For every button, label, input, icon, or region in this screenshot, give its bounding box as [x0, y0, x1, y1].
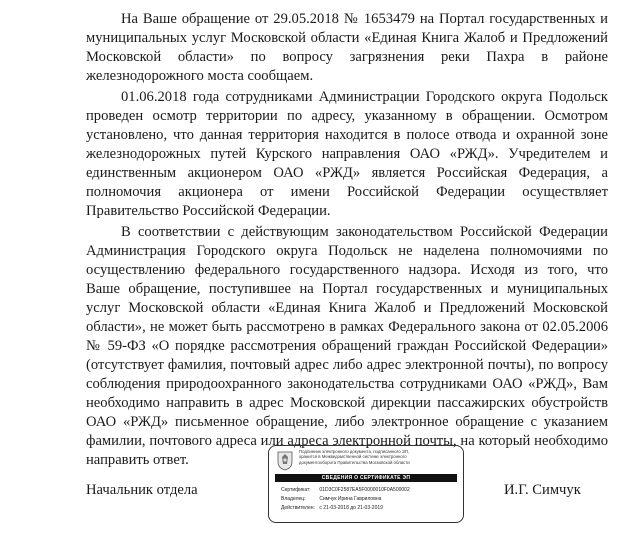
stamp-valid-row: [281, 504, 410, 513]
paragraph-3-line: соблюдения природоохранного законодательства сотрудниками ОАО «РЖД», Вам: [86, 376, 608, 392]
owner-label: Владелец:: [281, 496, 306, 502]
paragraph-3-line: направить ответ.: [86, 452, 189, 468]
paragraph-2-line: установлено, что данная территория находится в полосе отвода и охранной зоне: [86, 127, 608, 143]
paragraph-1-line: Московской области» по вопросу загрязнения реки Пахра в районе: [86, 49, 608, 65]
electronic-signature-stamp: [268, 445, 464, 523]
paragraph-3-line: области», не может быть рассмотрено в рамках Федерального закона от 02.05.2006: [86, 319, 608, 335]
paragraph-1-line: На Ваше обращение от 29.05.2018 № 1653479 на Портал государственных и: [121, 11, 608, 27]
signer-name: И.Г. Симчук: [504, 482, 581, 498]
valid-value: с 21-03-2018 до 21-03-2019: [319, 505, 383, 511]
paragraph-3-line: Ваше обращение, поступившее на Портал государственных и муниципальных: [86, 281, 608, 297]
certificate-label: Сертификат:: [281, 487, 311, 493]
paragraph-3-line: ОАО «РЖД» письменное обращение, либо электронное обращение с указанием: [86, 414, 608, 430]
stamp-info-line: хранится в Межведомственной системе электронного: [299, 454, 407, 460]
stamp-certificate-row: [281, 486, 410, 495]
paragraph-2-line: единственным акционером ОАО «РЖД» является Российская Федерация, а: [86, 165, 608, 181]
paragraph-1-line: железнодорожного моста сообщаем.: [86, 68, 314, 84]
stamp-info-line: Подлинник электронного документа, подписанного ЭП,: [299, 449, 410, 454]
paragraph-3-line: № 59-ФЗ «О порядке рассмотрения обращений граждан Российской Федерации»: [86, 338, 608, 354]
stamp-owner-row: [281, 495, 410, 504]
stamp-info-text: [299, 449, 459, 465]
certificate-value: 01D3C0F2587EA5F0000010F0A500002: [319, 487, 410, 493]
paragraph-2-line: проведен осмотр территории по адресу, указанному в обращении. Осмотром: [86, 108, 608, 124]
stamp-details: [281, 486, 410, 513]
paragraph-3-line: осуществлению федерального государственного надзора. Исходя из того, что: [86, 262, 608, 278]
paragraph-3-line: В соответствии с действующим законодательством Российской Федерации: [121, 224, 608, 240]
paragraph-3-line: Администрация Городского округа Подольск не наделена полномочиями по: [86, 243, 608, 259]
valid-label: Действителен:: [281, 505, 315, 511]
paragraph-2-line: железнодорожных путей Курского направления ОАО «РЖД». Учредителем и: [86, 146, 608, 162]
paragraph-3-line: (отсутствует фамилия, почтовый адрес либо адрес электронной почты), по вопросу: [86, 357, 608, 373]
signer-position: Начальник отдела: [86, 482, 198, 498]
owner-value: Симчук Ирина Гавриловна: [319, 496, 382, 502]
coat-of-arms-icon: [277, 451, 293, 471]
stamp-info-line: документооборота Правительства Московской области: [299, 459, 410, 465]
paragraph-2-line: 01.06.2018 года сотрудниками Администрации Городского округа Подольск: [121, 89, 608, 105]
stamp-header: СВЕДЕНИЯ О СЕРТИФИКАТЕ ЭП: [275, 474, 457, 482]
paragraph-2-line: полномочия акционера от имени Российской Федерации осуществляет: [86, 184, 608, 200]
paragraph-3-line: фамилии, почтового адреса или адреса электронной почты, на который необходимо: [86, 433, 608, 449]
paragraph-2-line: Правительство Российской Федерации.: [86, 203, 331, 219]
paragraph-3-line: необходимо направить в адрес Московской дирекции пассажирских обустройств: [86, 395, 608, 411]
paragraph-3-line: услуг Московской области «Единая Книга Жалоб и Предложений Московской: [86, 300, 608, 316]
paragraph-1-line: муниципальных услуг Московской области «Единая Книга Жалоб и Предложений: [86, 30, 608, 46]
